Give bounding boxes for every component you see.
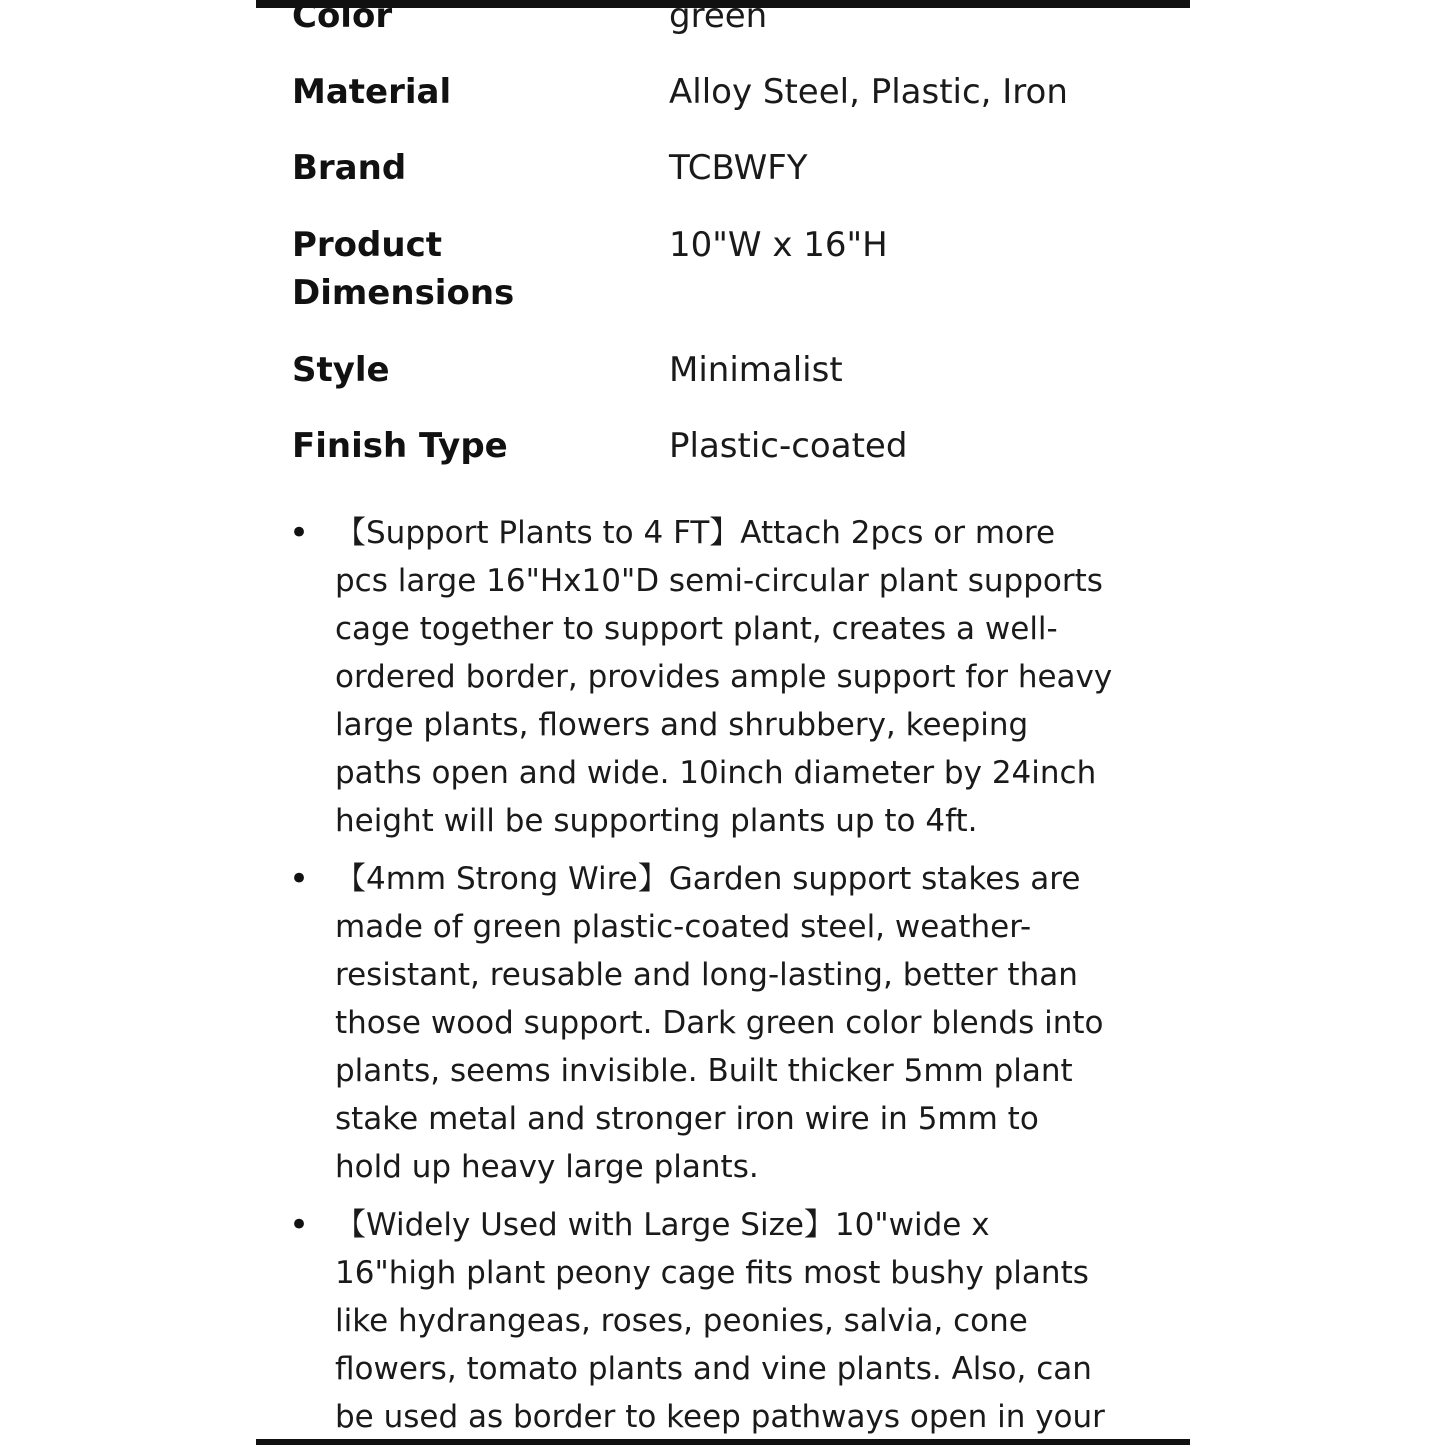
bullet-line: 【Widely Used with Large Size】10"wide x: [335, 1207, 990, 1243]
spec-value-finish-type: Plastic-coated: [669, 426, 908, 466]
bullet-line: resistant, reusable and long-lasting, better than: [335, 957, 1078, 993]
spec-label-product-dimensions-line2: Dimensions: [292, 273, 515, 313]
bullet-line: 【Support Plants to 4 FT】Attach 2pcs or more: [335, 515, 1056, 551]
bullet-line: 【4mm Strong Wire】Garden support stakes are: [335, 861, 1081, 897]
bullet-text: [335, 855, 1165, 1191]
spec-label-material: Material: [292, 72, 452, 112]
bullet-line: like hydrangeas, roses, peonies, salvia, cone: [335, 1303, 1028, 1339]
bullet-dot-icon: •: [289, 1205, 310, 1245]
bullet-line: large plants, flowers and shrubbery, keeping: [335, 707, 1029, 743]
spec-value-style: Minimalist: [669, 350, 843, 390]
spec-label-brand: Brand: [292, 148, 407, 188]
spec-label-finish-type: Finish Type: [292, 426, 508, 466]
spec-label-style: Style: [292, 350, 390, 390]
spec-value-brand: TCBWFY: [669, 148, 808, 188]
bullet-line: 16"high plant peony cage fits most bushy plants: [335, 1255, 1089, 1291]
bullet-line: stake metal and stronger iron wire in 5mm to: [335, 1101, 1039, 1137]
bullet-line: cage together to support plant, creates a well-: [335, 611, 1058, 647]
bullet-text: [335, 1201, 1165, 1441]
spec-label-color: Color: [292, 0, 393, 36]
bullet-line: paths open and wide. 10inch diameter by 24inch: [335, 755, 1097, 791]
bullet-line: ordered border, provides ample support for heavy: [335, 659, 1113, 695]
spec-value-color: green: [669, 0, 768, 36]
bullet-line: height will be supporting plants up to 4ft.: [335, 803, 978, 839]
bullet-line: flowers, tomato plants and vine plants. Also, can: [335, 1351, 1092, 1387]
bullet-dot-icon: •: [289, 513, 310, 553]
bullet-line: be used as border to keep pathways open in your: [335, 1399, 1105, 1435]
spec-value-material: Alloy Steel, Plastic, Iron: [669, 72, 1068, 112]
bullet-line: made of green plastic-coated steel, weather-: [335, 909, 1032, 945]
bullet-text: [335, 509, 1165, 845]
spec-label-product-dimensions-line1: Product: [292, 225, 442, 265]
spec-value-product-dimensions: 10"W x 16"H: [669, 225, 888, 265]
bullet-line: those wood support. Dark green color blends into: [335, 1005, 1104, 1041]
bullet-line: plants, seems invisible. Built thicker 5mm plant: [335, 1053, 1073, 1089]
bullet-line: pcs large 16"Hx10"D semi-circular plant supports: [335, 563, 1103, 599]
bullet-dot-icon: •: [289, 859, 310, 899]
bullet-line: hold up heavy large plants.: [335, 1149, 759, 1185]
bottom-divider: [256, 1439, 1190, 1445]
